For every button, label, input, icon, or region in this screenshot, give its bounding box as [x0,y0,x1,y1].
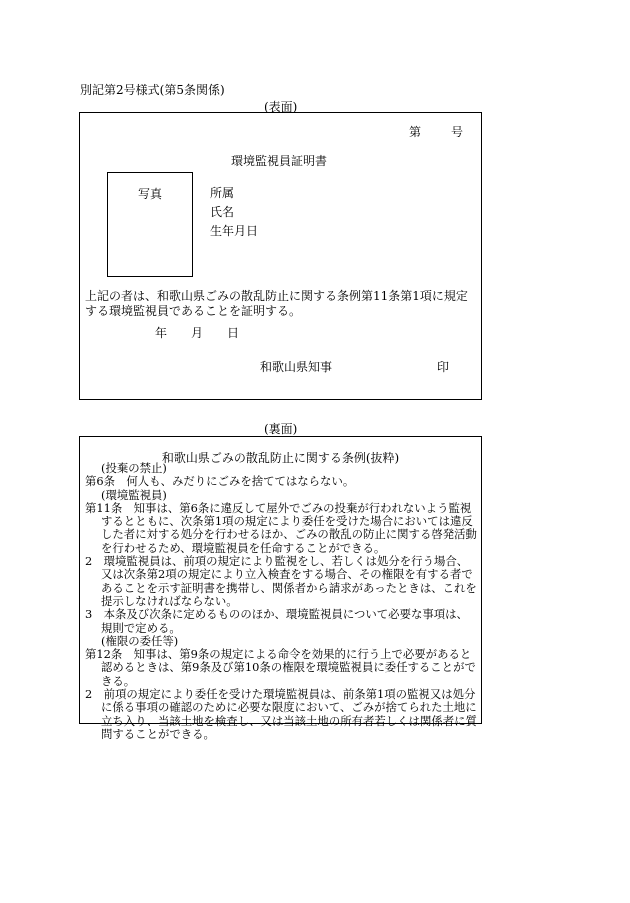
date-day: 日 [227,326,240,340]
date-year: 年 [155,326,168,340]
photo-label: 写真 [137,187,162,201]
ordinance-excerpt [85,462,478,741]
section-heading: (権限の委任等) [101,633,179,648]
front-side-caption: (表面) [264,100,298,114]
article-12-2: 2 前項の規定により委任を受けた環境監視員は、前条第1項の監視又は処分に係る事項の確認のために必要な限度において、ごみが捨てられた土地に立ち入り、当該土地を検査し、又は当該土地の所有者若しくは関係者に質問することができる。 [85,687,477,741]
field-affiliation: 所属 [210,186,235,200]
certificate-back [79,436,482,741]
certificate-number [409,123,463,140]
certificate-front [79,112,482,400]
back-side-caption: (裏面) [264,422,298,436]
number-suffix: 号 [450,125,463,139]
form-heading: 別記第2号様式(第5条関係) [80,83,225,97]
field-birthdate: 生年月日 [210,224,259,238]
article-12-1: 第12条 知事は、第9条の規定による命令を効果的に行う上で必要があると認めるときは、第9条及び第10条の権限を環境監視員に委任することができる。 [85,647,476,688]
certification-statement: 上記の者は、和歌山県ごみの散乱防止に関する条例第11条第1項に規定する環境監視員であることを証明する。 [85,289,468,318]
issue-date [155,324,239,341]
section-heading: (投棄の禁止) [101,461,167,475]
field-name: 氏名 [210,205,235,219]
section-heading: (環境監視員) [101,487,167,502]
photo-placeholder [107,172,193,277]
number-prefix: 第 [408,125,421,139]
article-11-2: 2 環境監視員は、前項の規定により監視をし、若しくは処分を行う場合、又は次条第2項の規定により立入検査をする場合、その権限を有する者であることを示す証明書を携帯し、関係者から請求があったときは、これを提示しなければならない。 [85,554,477,608]
ordinance-title: 和歌山県ごみの散乱防止に関する条例(抜粋) [161,451,400,465]
date-month: 月 [191,326,204,340]
article-11-1: 第11条 知事は、第6条に違反して屋外でごみの投棄が行われないよう監視するとともに、次条第1項の規定により委任を受けた場合においては違反した者に対する処分を行わせるほか、ごみの散乱の防止に関する啓発活動を行わせるため、環境監視員を任命することができる。 [85,500,477,555]
issuer-name: 和歌山県知事 [260,360,333,374]
article-6: 第6条 何人も、みだりにごみを捨ててはならない。 [85,474,355,489]
certificate-title: 環境監視員証明書 [231,154,328,168]
article-11-3: 3 本条及び次条に定めるもののほか、環境監視員について必要な事項は、規則で定める。 [85,607,468,635]
seal-mark: 印 [437,360,450,374]
